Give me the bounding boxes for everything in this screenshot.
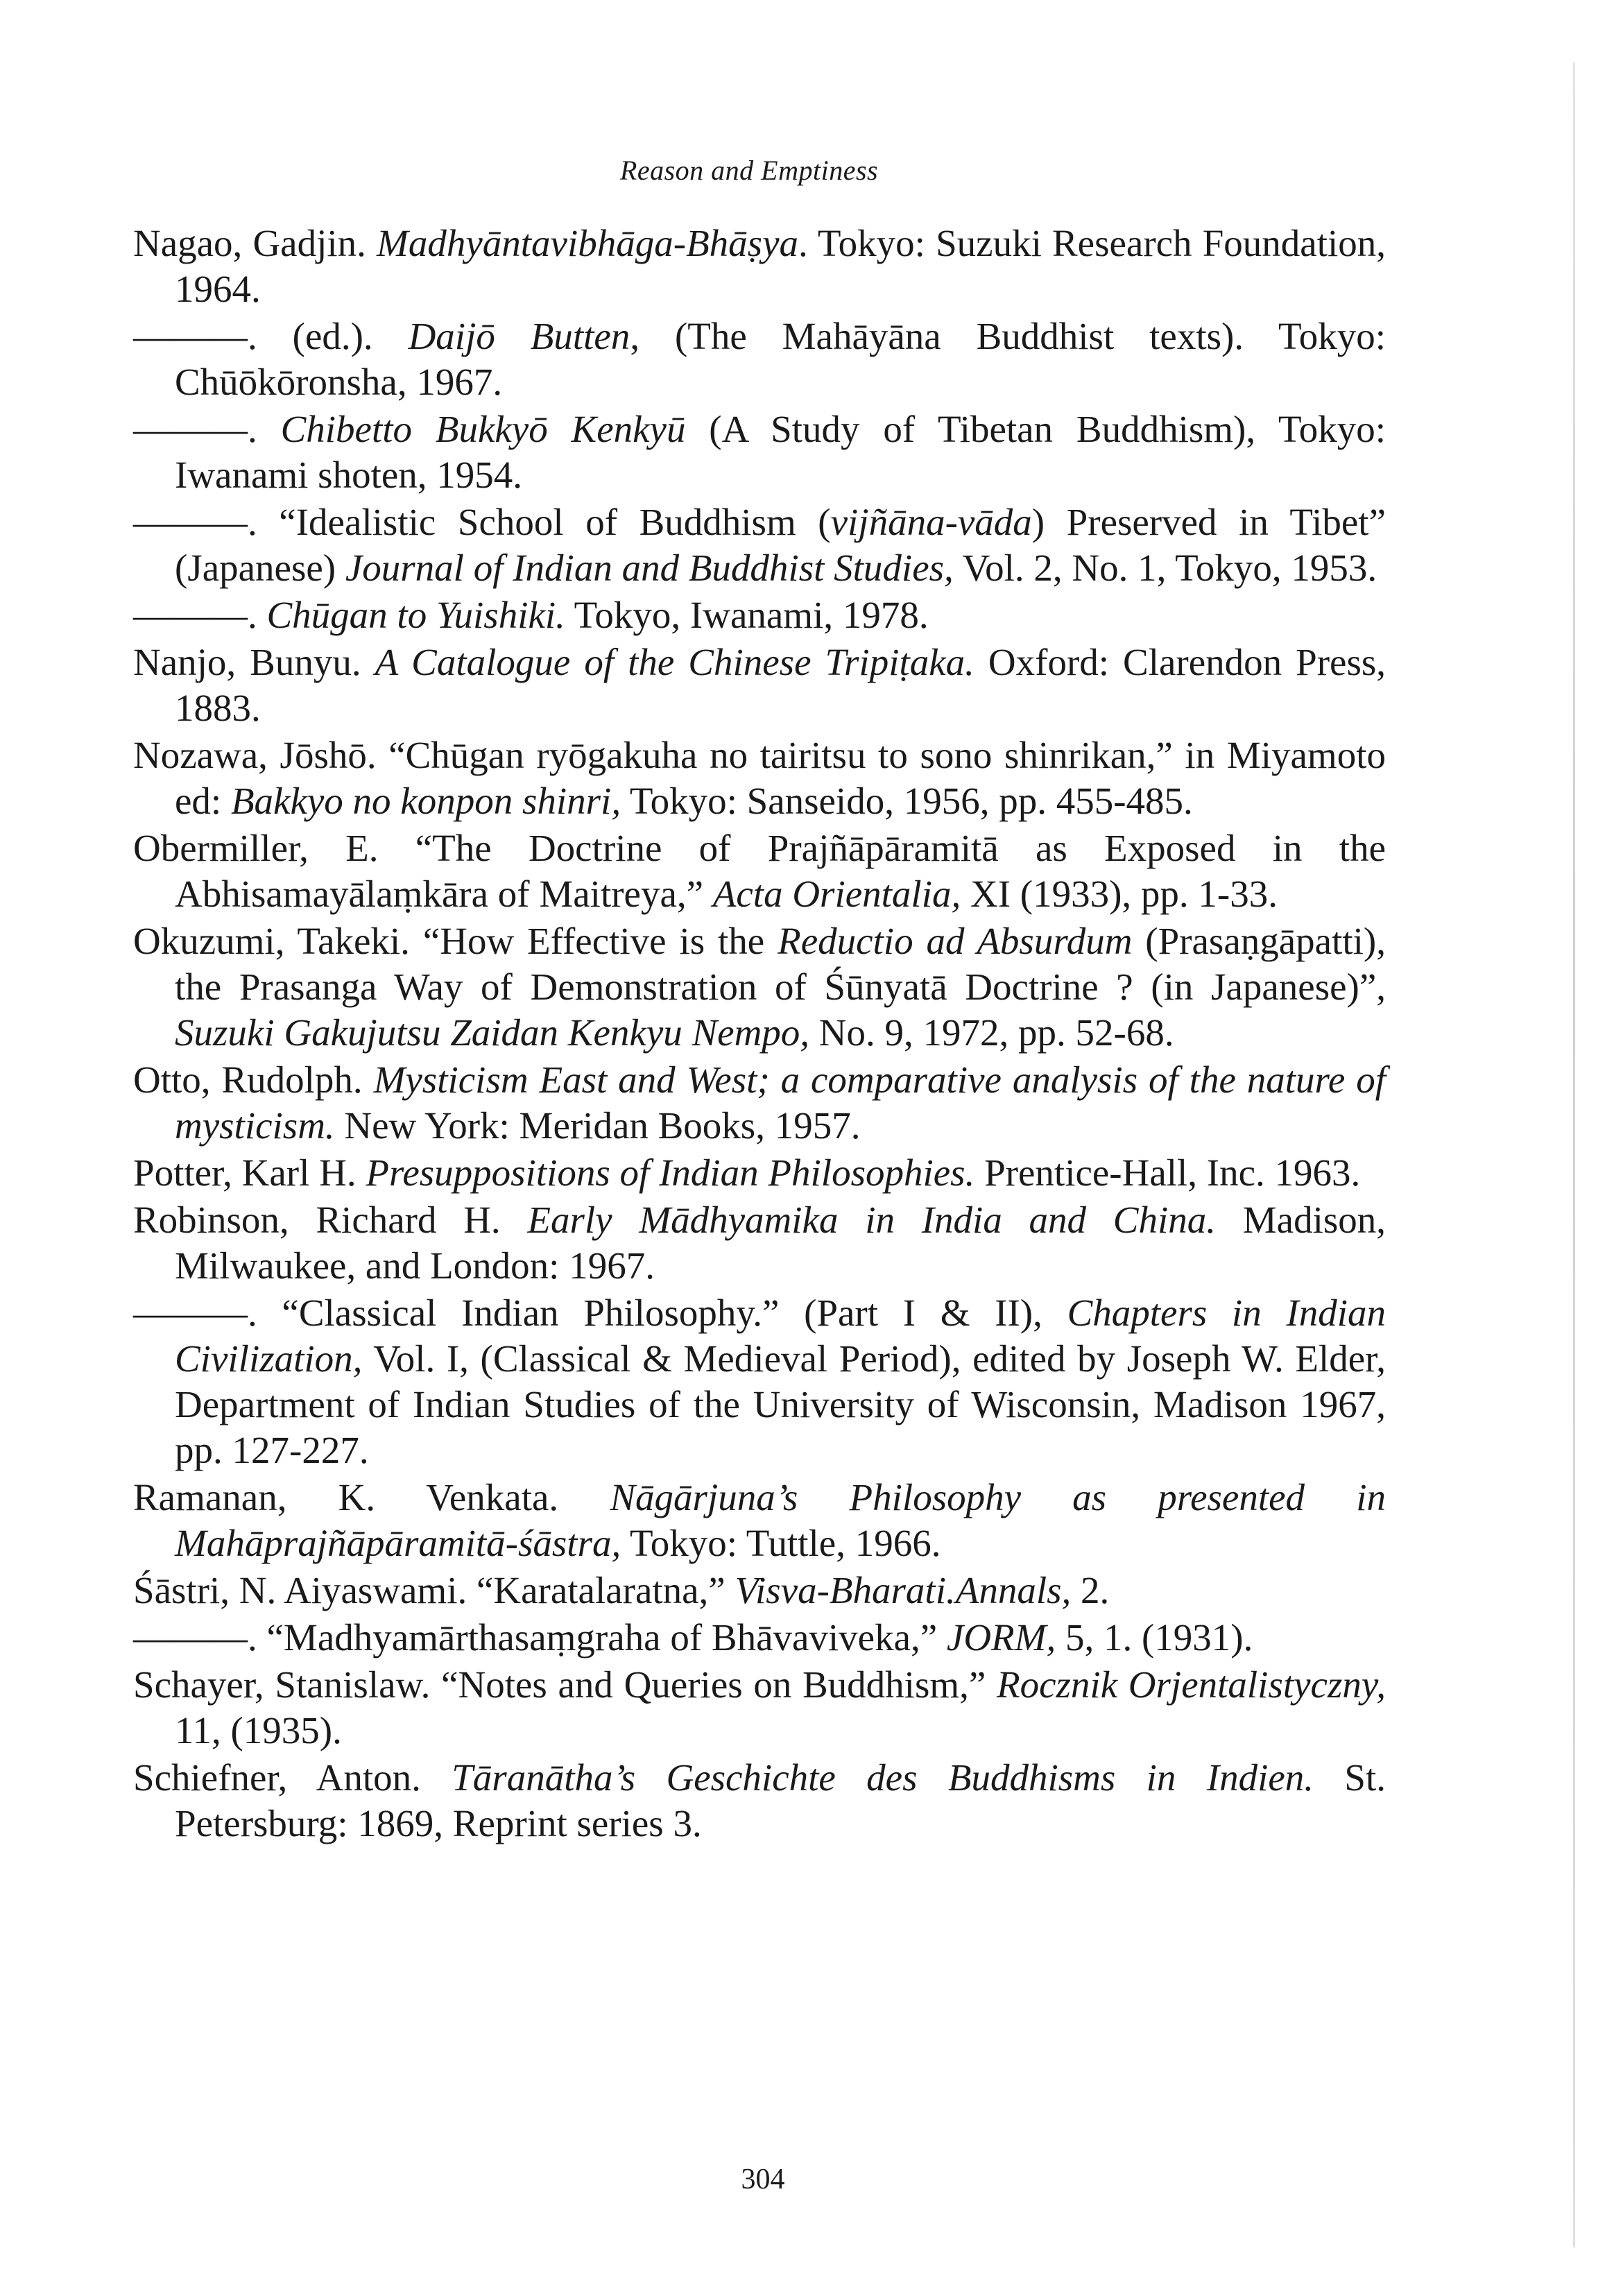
entry-author: Potter, Karl H.	[133, 1151, 357, 1194]
entry-text: 2.	[1071, 1569, 1110, 1611]
entry-title: Daijō Butten	[408, 315, 630, 357]
entry-author: Nanjo, Bunyu.	[133, 641, 361, 683]
entry-author: ———.	[133, 315, 257, 357]
entry-title: Chapters in Indian Civilization,	[175, 1292, 1386, 1380]
entry-text	[357, 1151, 366, 1194]
entry-author: Śāstri, N. Aiyaswami.	[133, 1569, 467, 1611]
bibliography-entry	[133, 1662, 1386, 1754]
entry-title: Rocznik Orjentalistyczny,	[997, 1663, 1386, 1706]
entry-author: ———.	[133, 1616, 257, 1659]
entry-text: Madison, Milwaukee, and London: 1967.	[175, 1199, 1386, 1287]
bibliography-entry	[133, 221, 1386, 312]
entry-text	[421, 1756, 452, 1799]
entry-title: Reductio ad Absurdum	[778, 920, 1133, 962]
entry-text	[501, 1199, 528, 1241]
bibliography-entry	[133, 733, 1386, 824]
entry-author: Okuzumi, Takeki.	[133, 920, 410, 962]
bibliography-entry	[133, 1290, 1386, 1473]
entry-text: . Tokyo: Suzuki Research Foundation, 1964.	[175, 222, 1386, 310]
entry-text	[363, 1059, 374, 1101]
bibliography-entry	[133, 1197, 1386, 1289]
entry-title: Mysticism East and West; a comparative analysis of the nature of mysticism.	[175, 1059, 1386, 1147]
entry-author: ———.	[133, 1292, 257, 1334]
bibliography-entry	[133, 1615, 1386, 1661]
bibliography-entry	[133, 314, 1386, 405]
entry-title: Visva-Bharati.Annals,	[735, 1569, 1072, 1611]
entry-text: Tokyo: Tuttle, 1966.	[621, 1522, 941, 1564]
entry-text: No. 9, 1972, pp. 52-68.	[809, 1011, 1174, 1054]
entry-text: St. Petersburg: 1869, Reprint series 3.	[175, 1756, 1386, 1844]
entry-text: Tokyo, Iwanami, 1978.	[565, 594, 929, 636]
entry-author: Obermiller, E.	[133, 827, 379, 869]
entry-author: ———.	[133, 501, 257, 543]
bibliography-entry	[133, 1057, 1386, 1149]
entry-author: Otto, Rudolph.	[133, 1059, 363, 1101]
entry-title: Nāgārjuna’s Philosophy as presented in Mahāprajñāpāramitā-śāstra,	[175, 1476, 1386, 1564]
entry-author: Nozawa, Jōshō.	[133, 734, 377, 776]
entry-text: Vol. 2, No. 1, Tokyo, 1953.	[953, 547, 1377, 589]
entry-author: ———.	[133, 594, 257, 636]
bibliography-entry	[133, 592, 1386, 638]
entry-author: Nagao, Gadjin.	[133, 222, 366, 264]
entry-text	[558, 1476, 610, 1518]
entry-text: Prentice-Hall, Inc. 1963.	[974, 1151, 1361, 1194]
entry-text	[257, 594, 267, 636]
entry-title: vijñāna-vāda	[830, 501, 1032, 543]
entry-text: Vol. I, (Classical & Medieval Period), edited by Joseph W. Elder, Department of Indian Studies of the University of Wisconsin, Madison 1967, pp. 127-227.	[175, 1337, 1386, 1471]
entry-text: , (The Mahāyāna Buddhist texts). Tokyo: Chūōkōronsha, 1967.	[175, 315, 1386, 403]
entry-author: Ramanan, K. Venkata.	[133, 1476, 559, 1518]
bibliography-entry	[133, 406, 1386, 498]
entry-text: 5, 1. (1931).	[1056, 1616, 1253, 1659]
bibliography-entry	[133, 1755, 1386, 1847]
entry-text: “Classical Indian Philosophy.” (Part I & II),	[257, 1292, 1067, 1334]
entry-title: Madhyāntavibhāga-Bhāṣya	[377, 222, 798, 264]
entry-text: ) Preserved in Tibet” (Japanese)	[175, 501, 1386, 589]
entry-text: “Karatalaratna,”	[467, 1569, 735, 1611]
entry-text: “Chūgan ryōgakuha no tairitsu to sono shinrikan,” in Miyamoto ed:	[175, 734, 1386, 822]
entry-title: Tāranātha’s Geschichte des Buddhisms in Indien.	[452, 1756, 1314, 1799]
entry-title: Acta Orientalia,	[712, 873, 961, 915]
bibliography-entry	[133, 1475, 1386, 1566]
bibliography-entry	[133, 1150, 1386, 1196]
entry-text: (ed.).	[257, 315, 409, 357]
entry-text: XI (1933), pp. 1-33.	[961, 873, 1278, 915]
bibliography-entry	[133, 499, 1386, 591]
entry-title: Bakkyo no konpon shinri,	[230, 780, 621, 822]
entry-author: Robinson, Richard H.	[133, 1199, 501, 1241]
entry-text: “Idealistic School of Buddhism (	[257, 501, 831, 543]
entry-text	[361, 641, 375, 683]
bibliography-entry	[133, 918, 1386, 1056]
page-number: 304	[741, 2164, 785, 2195]
entry-text: (Prasaṇgāpatti), the Prasanga Way of Demonstration of Śūnyatā Doctrine ? (in Japanese)”,	[175, 920, 1386, 1008]
entry-text: Oxford: Clarendon Press, 1883.	[175, 641, 1386, 729]
entry-text: “How Effective is the	[409, 920, 778, 962]
bibliography-entry	[133, 825, 1386, 917]
entry-title: JORM,	[946, 1616, 1056, 1659]
entry-title: Early Mādhyamika in India and China.	[527, 1199, 1217, 1241]
page-edge-shadow	[1573, 62, 1575, 2247]
entry-text: New York: Meridan Books, 1957.	[334, 1104, 861, 1147]
entry-title: Suzuki Gakujutsu Zaidan Kenkyu Nempo,	[175, 1011, 810, 1054]
entry-author: ———.	[133, 408, 257, 450]
bibliography-entry	[133, 1568, 1386, 1613]
entry-text	[366, 222, 377, 264]
entry-text: (A Study of Tibetan Buddhism), Tokyo: Iwanami shoten, 1954.	[175, 408, 1386, 496]
entry-title: A Catalogue of the Chinese Tripiṭaka.	[375, 641, 974, 683]
entry-text: Tokyo: Sanseido, 1956, pp. 455-485.	[621, 780, 1193, 822]
entry-title: Chūgan to Yuishiki.	[266, 594, 565, 636]
entry-title: Chibetto Bukkyō Kenkyū	[280, 408, 686, 450]
entry-author: Schiefner, Anton.	[133, 1756, 421, 1799]
entry-text: “Notes and Queries on Buddhism,”	[430, 1663, 997, 1706]
entry-text	[257, 408, 281, 450]
entry-text: “The Doctrine of Prajñāpāramitā as Exposed in the Abhisamayālaṃkāra of Maitreya,”	[175, 827, 1386, 915]
entry-author: Schayer, Stanislaw.	[133, 1663, 431, 1706]
running-head: Reason and Emptiness	[619, 155, 879, 186]
entry-title: Presuppositions of Indian Philosophies.	[366, 1151, 975, 1194]
bibliography-list	[133, 221, 1386, 1848]
entry-title: Journal of Indian and Buddhist Studies,	[345, 547, 954, 589]
bibliography-entry	[133, 640, 1386, 731]
entry-text: “Madhyamārthasaṃgraha of Bhāvaviveka,”	[257, 1616, 947, 1659]
entry-text: 11, (1935).	[175, 1709, 342, 1751]
